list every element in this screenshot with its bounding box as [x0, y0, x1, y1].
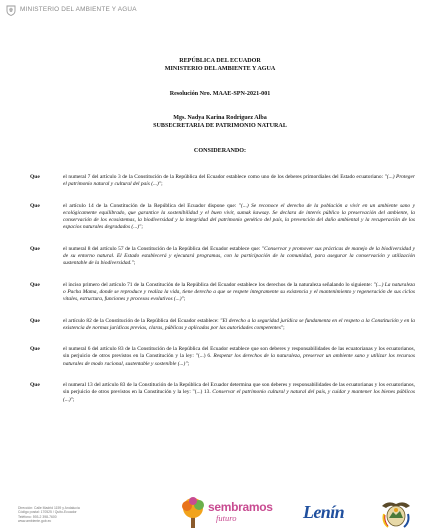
- clause-text: [63, 346, 415, 368]
- clause-text: [63, 382, 415, 404]
- clause-quote: "El derecho a la seguridad jurídica se fundamenta en el respeto a la Constitución y en la existencia de normas jurídicas previas, claras, públicas y aplicadas por las autoridades competentes": [63, 317, 415, 331]
- clause-tail: ;: [283, 324, 285, 331]
- lenin-logo: Lenín: [303, 502, 345, 522]
- page-footer: [0, 490, 440, 530]
- clause-quote: Respetar los derechos de la naturaleza, preservar un ambiente sano y utilizar los recursos naturales de modo racional, sustentable y sostenible (...)": [63, 353, 415, 367]
- clause-intro: el artículo 82 de la Constitución de la República del Ecuador establece:: [63, 317, 219, 324]
- clause-text: [63, 203, 415, 232]
- clause-intro: el numeral 8 del artículo 57 de la Constitución de la República del Ecuador establece que:: [63, 245, 261, 252]
- clause-tail: ;: [187, 360, 190, 367]
- futuro-wordmark: futuro: [216, 513, 237, 523]
- clause-art3: [30, 174, 415, 189]
- resolution-number: Resolución Nro. MAAE-SPN-2021-001: [169, 91, 271, 97]
- sembramos-wordmark: sembramos: [208, 500, 273, 514]
- clause-tail: ;: [183, 296, 186, 303]
- signatory-office: SUBSECRETARIA DE PATRIMONIO NATURAL: [153, 123, 287, 129]
- clause-text: [63, 282, 415, 304]
- footer-address: [18, 506, 80, 523]
- que-label: Que: [30, 317, 40, 324]
- clause-tail: ;: [133, 260, 136, 267]
- que-label: Que: [30, 174, 40, 180]
- considering-heading: CONSIDERANDO:: [193, 148, 247, 154]
- que-label: Que: [30, 245, 40, 252]
- clause-quote: "Conservar y promover sus prácticas de manejo de la biodiversidad y de su entorno natural. El Estado establecerá y ejecutará programas, con la participación de la comunidad, para asegurar la conservación y utilización sustentable de la biodiversidad.": [63, 245, 415, 267]
- clause-text: [63, 174, 415, 189]
- clause-tail: ;: [161, 181, 163, 188]
- ministry-banner: [0, 0, 440, 22]
- clause-quote: "(...) La naturaleza o Pacha Mama, donde se reproduce y realiza la vida, tiene derecho a que se respete íntegramente su existencia y el mantenimiento y regeneración de sus ciclos vitales, estructura, funciones y procesos evolutivos (...)": [63, 281, 416, 303]
- clause-quote: "(...) Se reconoce el derecho de la población a vivir en un ambiente sano y ecológicamente equilibrado, que garantice la sostenibilidad y el buen vivir, sumak kawsay. Se declara de interés público la preservación del ambiente, la conservación de los ecosistemas, la biodiversidad y la integridad del patrimonio genético del país, la prevención del daño ambiental y la recuperación de los espacios naturales degradados (...)": [63, 202, 415, 231]
- footer-address-line: Código postal: 170525 / Quito-Ecuador: [18, 510, 77, 515]
- clause-art71: [30, 282, 415, 304]
- ministry-heading: MINISTERIO DEL AMBIENTE Y AGUA: [164, 66, 276, 72]
- clause-art83-6: [30, 346, 415, 368]
- ecuador-shield-icon: [6, 5, 16, 16]
- clause-art57: [30, 246, 415, 268]
- clause-intro: el numeral 13 del artículo 83 de la Constitución de la República del Ecuador determina que son deberes y responsabilidades de las ecuatorianas y los ecuatorianos, sin perjuicio de otros previstos en la Constitución y la ley: "(...) 13.: [63, 382, 415, 396]
- ecuador-coat-of-arms-icon: [376, 496, 416, 530]
- que-label: Que: [30, 202, 40, 209]
- que-label: Que: [30, 346, 40, 353]
- footer-website: www.ambiente.gob.ec: [18, 518, 52, 523]
- clause-intro: el artículo 14 de la Constitución de la República del Ecuador dispone que:: [63, 202, 237, 209]
- ministry-banner-text: MINISTERIO DEL AMBIENTE Y AGUA: [20, 6, 137, 13]
- clause-art82: [30, 318, 415, 333]
- clause-quote: Conservar el patrimonio cultural y natural del país, y cuidar y mantener los bienes públicos (...)": [63, 389, 415, 403]
- clause-intro: el numeral 7 del artículo 3 de la Constitución de la República del Ecuador establece como uno de los deberes primordiales del Estado ecuatoriano:: [63, 174, 384, 180]
- clause-quote: "(...) Proteger el patrimonio natural y cultural del país (...)": [63, 174, 415, 188]
- clause-intro: el numeral 6 del artículo 83 de la Constitución de la República del Ecuador establece que son deberes y responsabilidades de las ecuatorianas y los ecuatorianos, sin perjuicio de otros previstos en la Constitución y la ley: "(...) 6.: [63, 346, 415, 360]
- signatory-name: Mgs. Nadya Karina Rodriguez Alba: [173, 115, 267, 121]
- sembramos-futuro-logo: [178, 496, 288, 530]
- clause-text: [63, 318, 415, 333]
- clause-tail: ;: [72, 396, 75, 403]
- footer-address-line: Teléfono: 593-2 398-7600: [18, 514, 57, 519]
- que-label: Que: [30, 281, 40, 288]
- clause-text: [63, 246, 415, 268]
- clause-tail: ;: [141, 224, 143, 231]
- footer-address-line: Dirección: Calle Madrid 1159 y Andalucía: [18, 506, 80, 510]
- tree-icon: [178, 496, 208, 530]
- clause-art14: [30, 203, 415, 232]
- clause-art83-13: [30, 382, 415, 404]
- que-label: Que: [30, 382, 40, 389]
- country-heading: REPÚBLICA DEL ECUADOR: [179, 58, 261, 64]
- considering-clauses: [30, 174, 415, 418]
- clause-intro: el inciso primero del artículo 71 de la Constitución de la República del Ecuador establece los derechos de la naturaleza señalando lo siguiente:: [63, 281, 373, 288]
